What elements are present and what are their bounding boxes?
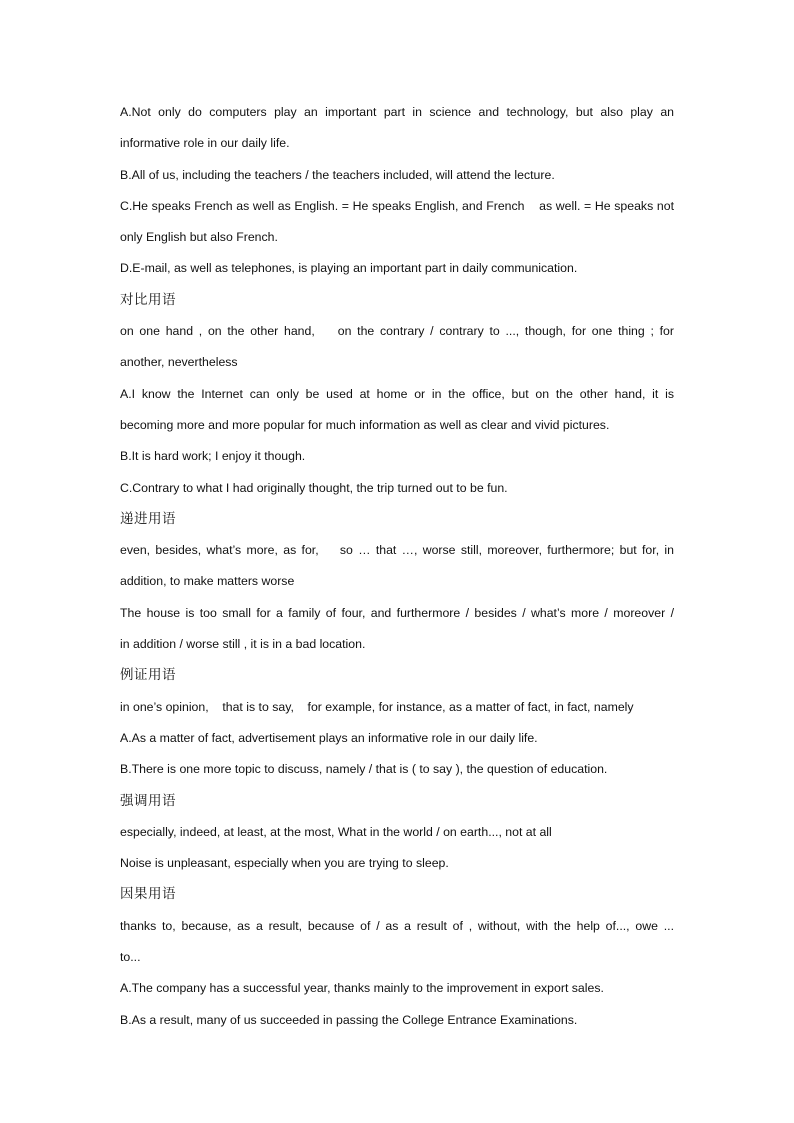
text-line: another, nevertheless xyxy=(120,355,238,370)
text-line: A.The company has a successful year, thanks mainly to the improvement in export sales. xyxy=(120,981,604,996)
section-heading: 例证用语 xyxy=(120,667,176,684)
text-line: C.He speaks French as well as English. = He speaks English, and French as well. = He speaks not xyxy=(120,198,674,213)
section-heading: 对比用语 xyxy=(120,291,176,308)
text-line: C.Contrary to what I had originally thought, the trip turned out to be fun. xyxy=(120,480,508,495)
text-line: in one’s opinion, that is to say, for example, for instance, as a matter of fact, in fact, namely xyxy=(120,699,634,714)
text-line: A.As a matter of fact, advertisement plays an informative role in our daily life. xyxy=(120,730,538,745)
text-line: even, besides, what’s more, as for, so … that …, worse still, moreover, furthermore; but for, in xyxy=(120,543,674,558)
text-line: informative role in our daily life. xyxy=(120,136,290,151)
text-line: B.It is hard work; I enjoy it though. xyxy=(120,449,306,464)
text-line: B.All of us, including the teachers / the teachers included, will attend the lecture. xyxy=(120,167,555,182)
text-line: B.As a result, many of us succeeded in passing the College Entrance Examinations. xyxy=(120,1012,578,1027)
text-line: D.E-mail, as well as telephones, is playing an important part in daily communication. xyxy=(120,261,578,276)
text-line: Noise is unpleasant, especially when you are trying to sleep. xyxy=(120,856,449,871)
text-line: on one hand , on the other hand, on the contrary / contrary to ..., though, for one thing ; for xyxy=(120,324,674,339)
text-line: thanks to, because, as a result, because of / as a result of , without, with the help of..., owe ... xyxy=(120,918,674,933)
text-line: The house is too small for a family of four, and furthermore / besides / what’s more / moreover / xyxy=(120,605,674,620)
text-line: becoming more and more popular for much information as well as clear and vivid pictures. xyxy=(120,417,610,432)
section-heading: 因果用语 xyxy=(120,886,176,903)
text-line: A.I know the Internet can only be used at home or in the office, but on the other hand, it is xyxy=(120,386,674,401)
text-line: only English but also French. xyxy=(120,230,278,245)
text-line: B.There is one more topic to discuss, namely / that is ( to say ), the question of education. xyxy=(120,762,608,777)
text-line: A.Not only do computers play an important part in science and technology, but also play an xyxy=(120,105,674,119)
text-line: in addition / worse still , it is in a bad location. xyxy=(120,637,366,652)
document-body xyxy=(120,97,674,1036)
text-line: to... xyxy=(120,950,141,965)
text-line: especially, indeed, at least, at the most, What in the world / on earth..., not at all xyxy=(120,824,552,839)
section-heading: 递进用语 xyxy=(120,510,176,527)
section-heading: 强调用语 xyxy=(120,792,176,809)
text-line: addition, to make matters worse xyxy=(120,574,295,589)
